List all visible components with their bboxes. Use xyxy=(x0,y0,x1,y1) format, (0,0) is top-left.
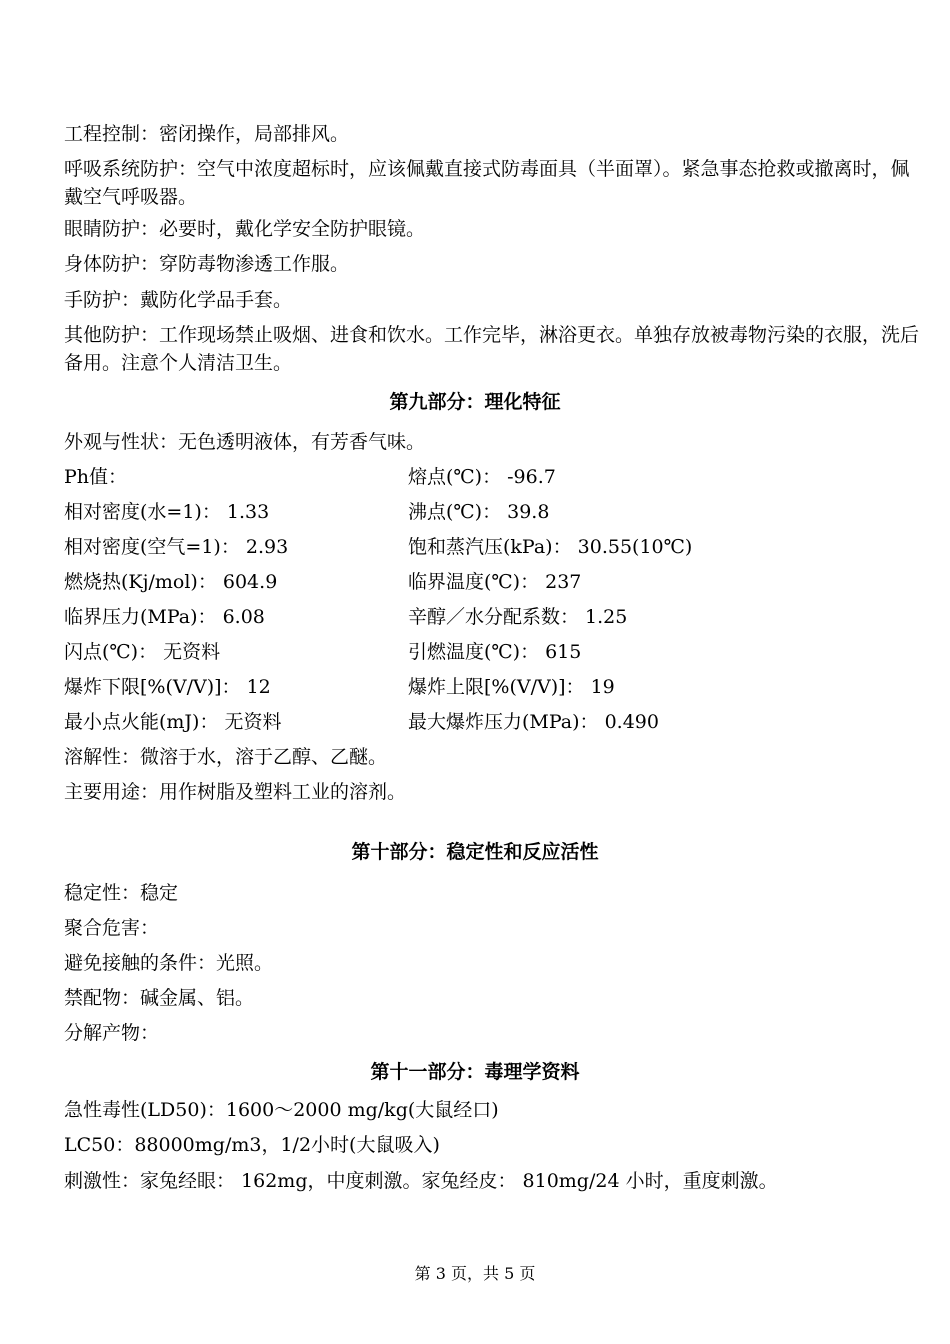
irritation-text: 刺激性：家兔经眼： 162mg，中度刺激。家兔经皮： 810mg/24 小时，重度刺激。 xyxy=(64,1170,778,1192)
property-right: 熔点(℃)： -96.7 xyxy=(408,466,556,488)
page-number-footer: 第 3 页，共 5 页 xyxy=(414,1264,536,1283)
other-protection-text: 其他防护：工作现场禁止吸烟、进食和饮水。工作完毕，淋浴更衣。单独存放被毒物污染的衣服，洗后备用。注意个人清洁卫生。 xyxy=(64,324,920,374)
property-left: 相对密度(空气=1)： 2.93 xyxy=(64,536,289,558)
incompatibles-text: 禁配物：碱金属、铝。 xyxy=(64,987,255,1009)
section-10-heading: 第十部分：稳定性和反应活性 xyxy=(351,841,599,863)
hand-protection-text: 手防护：戴防化学品手套。 xyxy=(64,289,293,311)
property-left: 最小点火能(mJ)： 无资料 xyxy=(64,711,282,733)
property-left: Ph值： xyxy=(64,466,128,488)
property-right: 沸点(℃)： 39.8 xyxy=(408,501,550,523)
property-left: 临界压力(MPa)： 6.08 xyxy=(64,606,265,628)
property-right: 饱和蒸汽压(kPa)： 30.55(10℃) xyxy=(408,536,693,558)
property-left: 相对密度(水=1)： 1.33 xyxy=(64,501,270,523)
property-left: 燃烧热(Kj/mol)： 604.9 xyxy=(64,571,278,593)
decomposition-text: 分解产物： xyxy=(64,1022,160,1044)
avoid-conditions-text: 避免接触的条件：光照。 xyxy=(64,952,274,974)
property-left: 爆炸下限[%(V/V)]： 12 xyxy=(64,676,271,698)
property-right: 爆炸上限[%(V/V)]： 19 xyxy=(408,676,615,698)
engineering-control-text: 工程控制：密闭操作，局部排风。 xyxy=(64,123,350,145)
polymerization-text: 聚合危害： xyxy=(64,917,160,939)
property-right: 最大爆炸压力(MPa)： 0.490 xyxy=(408,711,659,733)
stability-text: 稳定性：稳定 xyxy=(64,882,179,904)
property-right: 辛醇／水分配系数： 1.25 xyxy=(408,606,628,628)
eye-protection-text: 眼睛防护：必要时，戴化学安全防护眼镜。 xyxy=(64,218,426,240)
ld50-text: 急性毒性(LD50)：1600～2000 mg/kg(大鼠经口) xyxy=(64,1099,499,1121)
property-left: 闪点(℃)： 无资料 xyxy=(64,641,221,663)
body-protection-text: 身体防护：穿防毒物渗透工作服。 xyxy=(64,253,350,275)
uses-text: 主要用途：用作树脂及塑料工业的溶剂。 xyxy=(64,781,407,803)
property-right: 临界温度(℃)： 237 xyxy=(408,571,582,593)
appearance-text: 外观与性状：无色透明液体，有芳香气味。 xyxy=(64,431,426,453)
section-9-heading: 第九部分：理化特征 xyxy=(389,391,561,413)
property-right: 引燃温度(℃)： 615 xyxy=(408,641,582,663)
lc50-text: LC50：88000mg/m3，1/2小时(大鼠吸入) xyxy=(64,1134,440,1156)
section-11-heading: 第十一部分：毒理学资料 xyxy=(370,1061,580,1083)
solubility-text: 溶解性：微溶于水，溶于乙醇、乙醚。 xyxy=(64,746,388,768)
respiratory-protection-text: 呼吸系统防护：空气中浓度超标时，应该佩戴直接式防毒面具（半面罩）。紧急事态抢救或撤离时，佩戴空气呼吸器。 xyxy=(64,158,910,208)
